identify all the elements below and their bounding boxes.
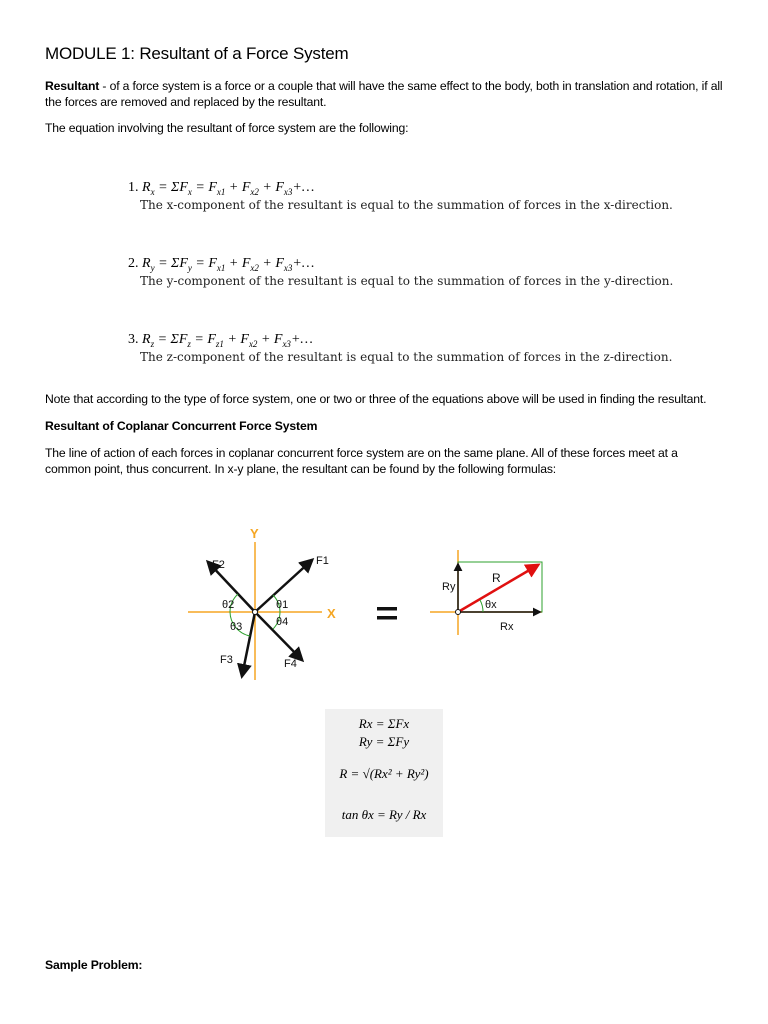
formula-tan: tan θx = Ry / Rx [341, 807, 427, 822]
equation-2: 2. $R_y = \Sigma F_y = F_{x1} + F_{x2}$ + $F_{x3}+\dots$ The y-component of the resultant is equal to the summation of forces in the y-direction. [128, 256, 674, 288]
eq-number: 1. [128, 180, 139, 195]
label-ry: Ry [442, 581, 456, 593]
formula-box [325, 709, 443, 837]
page-title: MODULE 1: Resultant of a Force System [45, 44, 349, 63]
eq-number: 2. [128, 256, 139, 271]
equals-sign [377, 607, 397, 611]
equation-3: 3. $R_z = \Sigma F_z = F_{z1} + F_{x2}$ + $F_{x3}+\dots$ The z-component of the resultant is equal to the summation of forces in the z-direction. [128, 332, 673, 364]
section-heading: Resultant of Coplanar Concurrent Force System [45, 419, 318, 433]
y-axis-label: Y [250, 526, 259, 541]
label-f1: F1 [316, 555, 329, 567]
formula-r: R = √(Rx² + Ry²) [339, 766, 429, 781]
label-f2: F2 [212, 559, 225, 571]
label-theta-x: θx [485, 599, 497, 611]
section-text: The line of action of each forces in coplanar concurrent force system are on the same plane. All of these forces meet at a common point, thus concurrent. In x-y plane, the resultant can be found by the following formulas: [45, 446, 678, 476]
eq-number: 3. [128, 332, 139, 347]
definition-text: - of a force system is a force or a couple that will have the same effect to the body, both in translation and rotation, if all the forces are removed and replaced by the resultant. [45, 79, 723, 109]
formula-ry: Ry = ΣFy [358, 734, 410, 749]
label-theta1: θ1 [276, 599, 289, 611]
force-diagram [180, 520, 560, 680]
label-theta3: θ3 [230, 621, 243, 633]
label-f3: F3 [220, 654, 233, 666]
formula-rx: Rx = ΣFx [358, 716, 410, 731]
equations-lead: The equation involving the resultant of force system are the following: [45, 121, 409, 135]
label-r: R [492, 571, 501, 585]
label-rx: Rx [500, 621, 514, 633]
force-f3 [242, 612, 255, 676]
x-axis-label: X [327, 606, 336, 621]
label-theta2: θ2 [222, 599, 235, 611]
resultant-definition [45, 78, 725, 110]
eq-description: The y-component of the resultant is equal to the summation of forces in the y-direction. [140, 274, 674, 288]
label-theta4: θ4 [276, 616, 289, 628]
sample-problem-heading: Sample Problem: [45, 958, 143, 972]
equation-1: 1. $R_x = \Sigma F_x = F_{x1} + F_{x2}$ + $F_{x3}+\dots$ The x-component of the resultant is equal to the summation of forces in the x-direction. [128, 180, 673, 212]
eq-description: The x-component of the resultant is equal to the summation of forces in the x-direction. [140, 198, 673, 212]
term-resultant: Resultant [45, 79, 100, 93]
note-text: Note that according to the type of force system, one or two or three of the equations above will be used in finding the resultant. [45, 392, 707, 406]
eq-description: The z-component of the resultant is equal to the summation of forces in the z-direction. [140, 350, 673, 364]
label-f4: F4 [284, 658, 297, 670]
